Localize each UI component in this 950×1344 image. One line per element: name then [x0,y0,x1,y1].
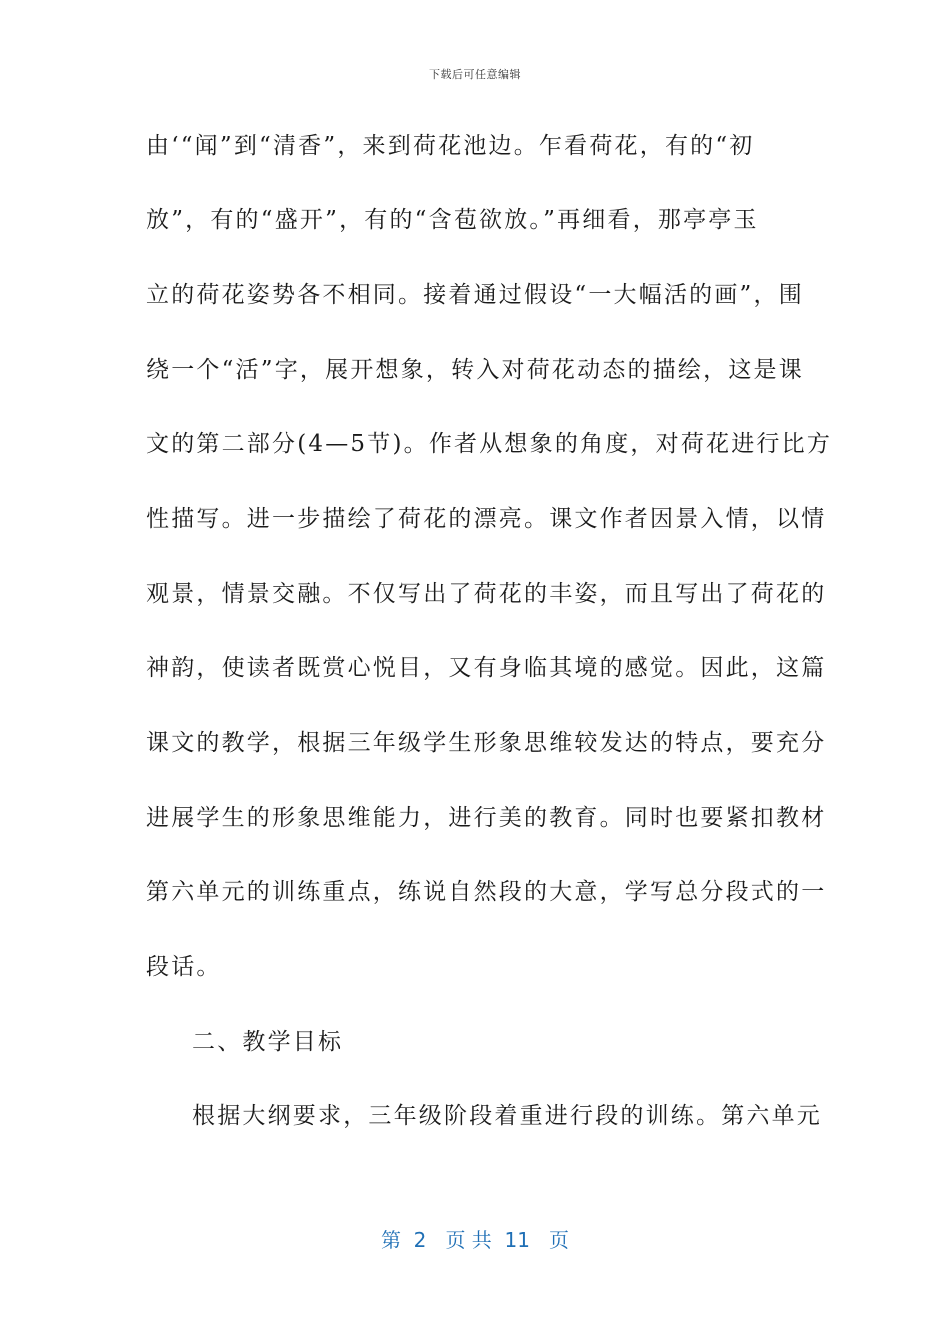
paragraph-line: 放”，有的“盛开”，有的“含苞欲放。”再细看，那亭亭玉 [146,207,759,233]
paragraph-line: 绕一个“活”字，展开想象，转入对荷花动态的描绘，这是课 [146,357,804,383]
paragraph-line: 观景，情景交融。不仅写出了荷花的丰姿，而且写出了荷花的 [146,581,827,607]
paragraph-line: 神韵，使读者既赏心悦目，又有身临其境的感觉。因此，这篇 [146,655,827,681]
paragraph-line: 课文的教学，根据三年级学生形象思维较发达的特点，要充分 [146,730,827,756]
section-heading: 二、教学目标 [192,1029,344,1055]
page-number-footer: 第 2 页 共 11 页 [380,1228,570,1252]
paragraph-line: 段话。 [146,954,222,980]
paragraph-line: 由‘“闻”到“清香”，来到荷花池边。乍看荷花，有的“初 [146,133,755,159]
paragraph-line: 文的第二部分(4—5节)。作者从想象的角度，对荷花进行比方 [146,431,833,457]
paragraph-line: 性描写。进一步描绘了荷花的漂亮。课文作者因景入情，以情 [146,506,827,532]
header-note: 下载后可任意编辑 [429,68,521,81]
paragraph-line: 第六单元的训练重点，练说自然段的大意，学写总分段式的一 [146,879,827,905]
paragraph-line: 根据大纲要求，三年级阶段着重进行段的训练。第六单元 [192,1103,822,1129]
paragraph-line: 进展学生的形象思维能力，进行美的教育。同时也要紧扣教材 [146,805,827,831]
paragraph-line: 立的荷花姿势各不相同。接着通过假设“一大幅活的画”，围 [146,282,804,308]
